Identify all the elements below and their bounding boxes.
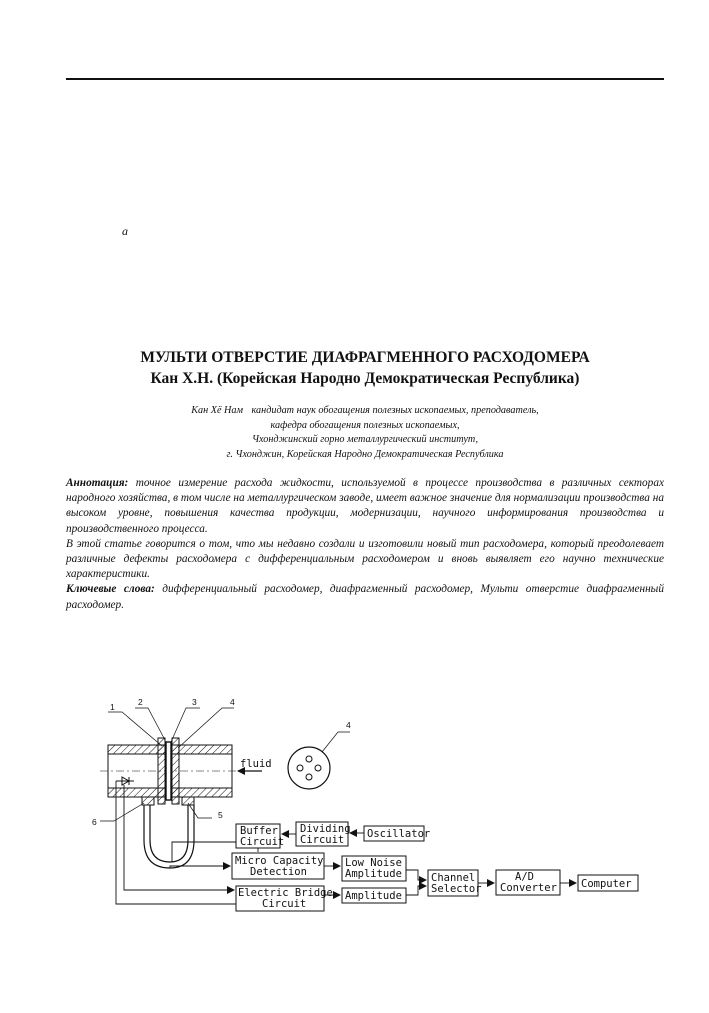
part-number-4-front: 4 <box>346 720 351 730</box>
keywords-label: Ключевые слова: <box>66 583 155 596</box>
paper-author-country: Кан Х.Н. (Корейская Народно Демократическая Республика) <box>150 370 580 387</box>
author-name: Кан Хё Нам <box>191 405 243 416</box>
part-number-2: 2 <box>138 697 143 707</box>
keywords-paragraph <box>66 582 664 612</box>
signal-chain <box>232 822 638 911</box>
part-number-4: 4 <box>230 697 235 707</box>
u-tube-outer <box>144 805 194 868</box>
affiliation-line-4: г. Чхонджин, Корейская Народно Демократическая Республика <box>226 448 504 460</box>
amplitude-label: Amplitude <box>345 890 402 902</box>
pressure-tap-upstream <box>142 797 154 805</box>
abstract-label: Аннотация: <box>66 477 129 489</box>
fluid-label: fluid <box>240 758 272 770</box>
buffer-label-2: Circuit <box>240 836 285 848</box>
part-number-3: 3 <box>192 697 197 707</box>
abstract-paragraph-2: В этой статье говорится о том, что мы недавно создали и изготовили новый тип расходомера, который преодолевает различные дефекты расходомера с дифференциальным расходомером и вновь выявляет его научно технические характеристики. <box>66 537 664 581</box>
affiliation-line-3: Чхонджинский горно металлургический институт, <box>251 434 479 445</box>
flange-left <box>158 738 165 804</box>
flowmeter-figure <box>0 690 709 920</box>
flowmeter-diagram <box>0 690 709 920</box>
ad-label-1: A/D <box>515 871 534 883</box>
lownoise-label-1: Low Noise <box>345 857 402 869</box>
dividing-label-2: Circuit <box>300 834 345 846</box>
micro-label-1: Micro Capacity <box>235 855 324 867</box>
u-tube-inner <box>150 805 188 862</box>
abstract <box>66 476 664 613</box>
part-number-6: 6 <box>92 817 97 827</box>
paper-title: МУЛЬТИ ОТВЕРСТИЕ ДИАФРАГМЕННОГО РАСХОДОМЕРА <box>140 349 590 366</box>
affiliation-line-2: кафедра обогащения полезных ископаемых, <box>270 419 460 431</box>
channel-label-1: Channel <box>431 872 476 884</box>
pressure-tap-downstream <box>182 797 194 805</box>
micro-label-2: Detection <box>250 866 307 878</box>
affiliation-position: кандидат наук обогащения полезных ископаемых, преподаватель, <box>251 405 539 416</box>
pipe-assembly <box>100 738 240 868</box>
lownoise-label-2: Amplitude <box>345 868 402 880</box>
orifice-plate <box>166 742 171 800</box>
abstract-text: точное измерение расхода жидкости, используемой в процессе производства в различных секторах народного хозяйства, в том числе на металлургическом заводе, имеет важное значение для нормализации производства на высоком уровне, повышения качества продукции, модернизации, научного информирования производства и производственного процесса. <box>66 477 664 535</box>
part-number-1: 1 <box>110 702 115 712</box>
buffer-label-1: Buffer <box>240 825 278 837</box>
channel-label-2: Selector <box>431 883 482 895</box>
orifice-plate-front-view <box>288 720 351 789</box>
abstract-paragraph <box>66 476 664 537</box>
dividing-label-1: Dividing <box>300 823 351 835</box>
page-marker: a <box>122 224 128 238</box>
bridge-label-1: Electric Bridge <box>238 887 333 899</box>
oscillator-label: Oscillator <box>367 828 431 840</box>
affiliation-line-1 <box>66 404 664 419</box>
computer-label: Computer <box>581 878 632 890</box>
part-number-5: 5 <box>218 810 223 820</box>
ad-label-2: Converter <box>500 882 557 894</box>
bridge-label-2: Circuit <box>262 898 307 910</box>
keywords-text: дифференциальный расходомер, диафрагменный расходомер, Мульти отверстие диафрагменный расходомер. <box>66 583 664 611</box>
header-rule <box>66 78 664 80</box>
